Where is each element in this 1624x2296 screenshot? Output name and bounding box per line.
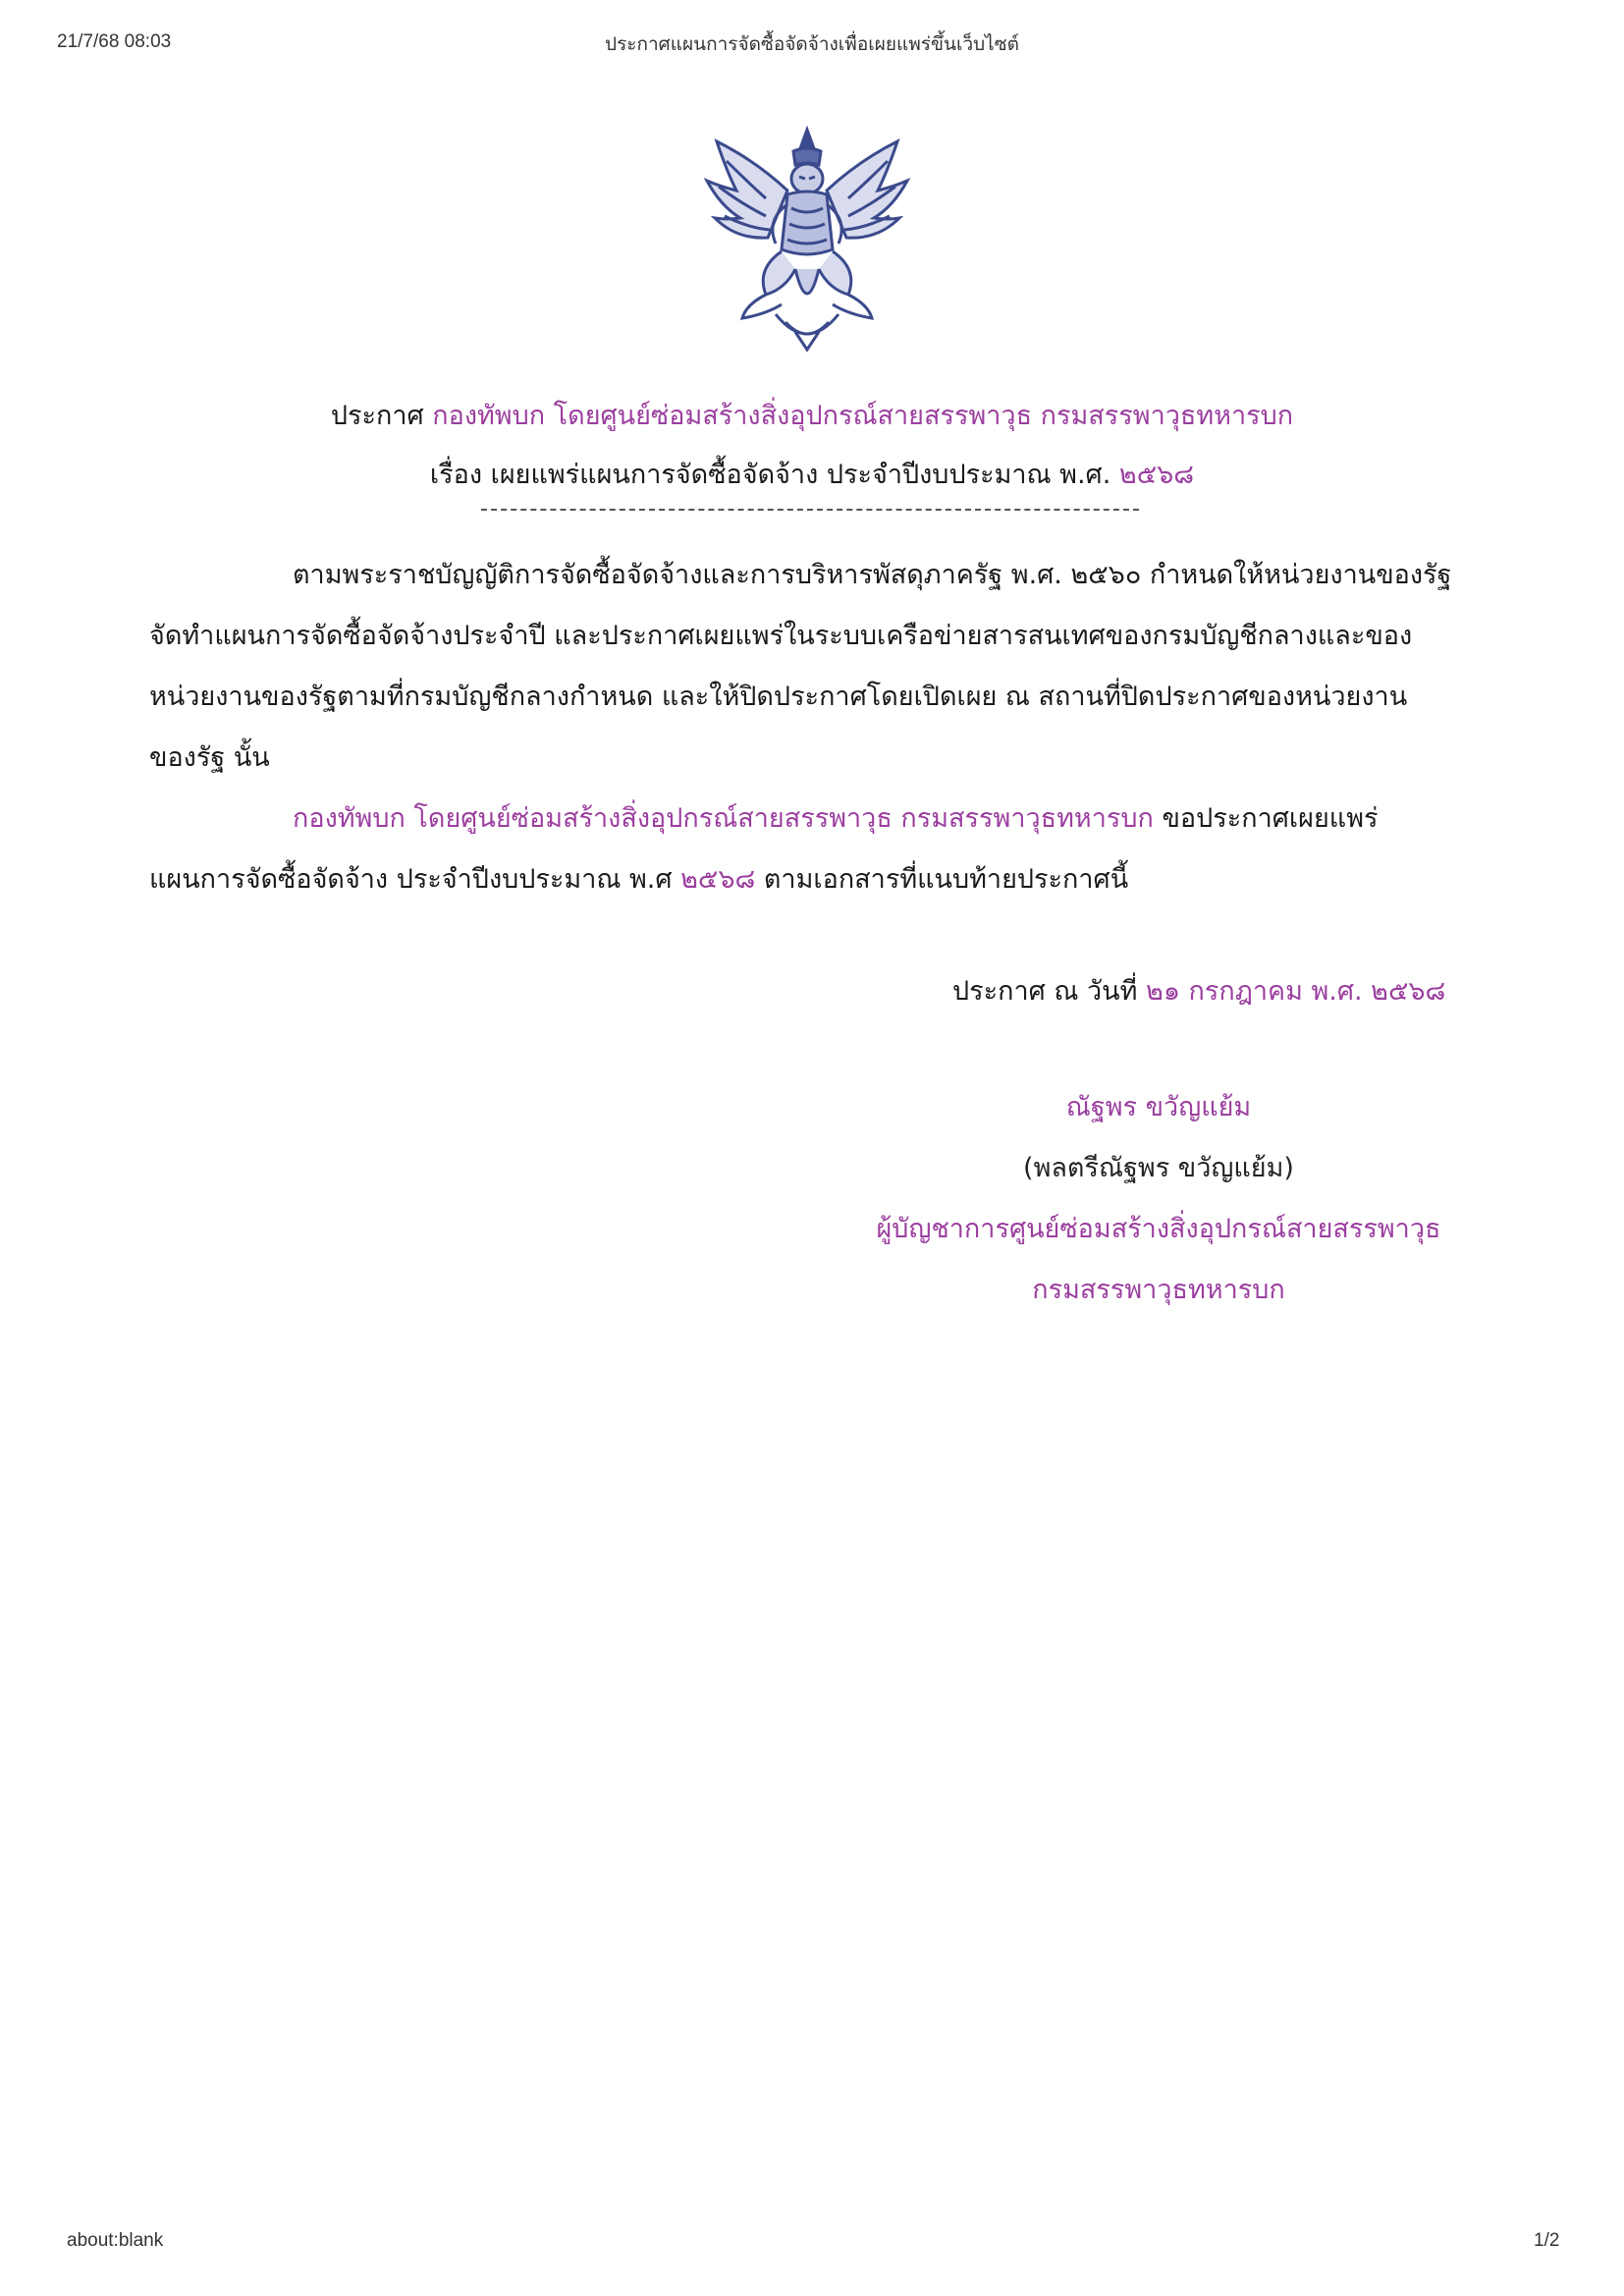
- print-page-title: ประกาศแผนการจัดซื้อจัดจ้างเพื่อเผยแพร่ขึ้นเว็บไซต์: [605, 34, 1019, 55]
- garuda-emblem-icon: [697, 122, 917, 355]
- signature-signed-name: ณัฐพร ขวัญแย้ม: [1065, 1092, 1252, 1122]
- date-prefix: ประกาศ ณ วันที่: [952, 976, 1147, 1007]
- body-line-2: จัดทำแผนการจัดซื้อจัดจ้างประจำปี และประกาศเผยแพร่ในระบบเครือข่ายสารสนเทศของกรมบัญชีกลางและของ: [149, 621, 1413, 651]
- signature-printed-name: (พลตรีณัฐพร ขวัญแย้ม): [1023, 1153, 1294, 1183]
- title-divider: [481, 509, 1139, 511]
- page-number: 1/2: [1534, 2230, 1560, 2251]
- announcement-date: [952, 972, 1445, 1011]
- body-line-3: หน่วยงานของรัฐตามที่กรมบัญชีกลางกำหนด และให้ปิดประกาศโดยเปิดเผย ณ สถานที่ปิดประกาศของหน่วยงาน: [149, 682, 1408, 712]
- para2-rest: ขอประกาศเผยแพร่: [1153, 803, 1379, 834]
- para2-organization: กองทัพบก โดยศูนย์ซ่อมสร้างสิ่งอุปกรณ์สายสรรพาวุธ กรมสรรพาวุธทหารบก: [293, 803, 1154, 834]
- print-url: about:blank: [67, 2230, 164, 2251]
- para2-line2-year: ๒๕๖๘: [680, 864, 756, 895]
- body-line-4: ของรัฐ นั้น: [149, 742, 270, 773]
- body-line-1: ตามพระราชบัญญัติการจัดซื้อจัดจ้างและการบริหารพัสดุภาครัฐ พ.ศ. ๒๕๖๐ กำหนดให้หน่วยงานของรัฐ: [293, 560, 1452, 590]
- title-organization: กองทัพบก โดยศูนย์ซ่อมสร้างสิ่งอุปกรณ์สายสรรพาวุธ กรมสรรพาวุธทหารบก: [432, 401, 1294, 431]
- announcement-subject: [0, 456, 1624, 495]
- announcement-title: [0, 397, 1624, 436]
- subject-text: เรื่อง เผยแพร่แผนการจัดซื้อจัดจ้าง ประจำปีงบประมาณ พ.ศ.: [429, 460, 1111, 490]
- para2-line2-prefix: แผนการจัดซื้อจัดจ้าง ประจำปีงบประมาณ พ.ศ: [149, 864, 681, 895]
- subject-year: ๒๕๖๘: [1118, 460, 1195, 490]
- title-prefix: ประกาศ: [330, 401, 424, 431]
- body-para2-line-2: [149, 860, 1128, 900]
- signature-position-line-1: ผู้บัญชาการศูนย์ซ่อมสร้างสิ่งอุปกรณ์สายสรรพาวุธ: [876, 1214, 1441, 1244]
- print-datetime: 21/7/68 08:03: [57, 31, 172, 52]
- body-para2-line-1: [293, 799, 1379, 839]
- para2-line2-suffix: ตามเอกสารที่แนบท้ายประกาศนี้: [755, 864, 1129, 895]
- date-value: ๒๑ กรกฎาคม พ.ศ. ๒๕๖๘: [1146, 976, 1446, 1007]
- signature-position-line-2: กรมสรรพาวุธทหารบก: [1032, 1275, 1285, 1305]
